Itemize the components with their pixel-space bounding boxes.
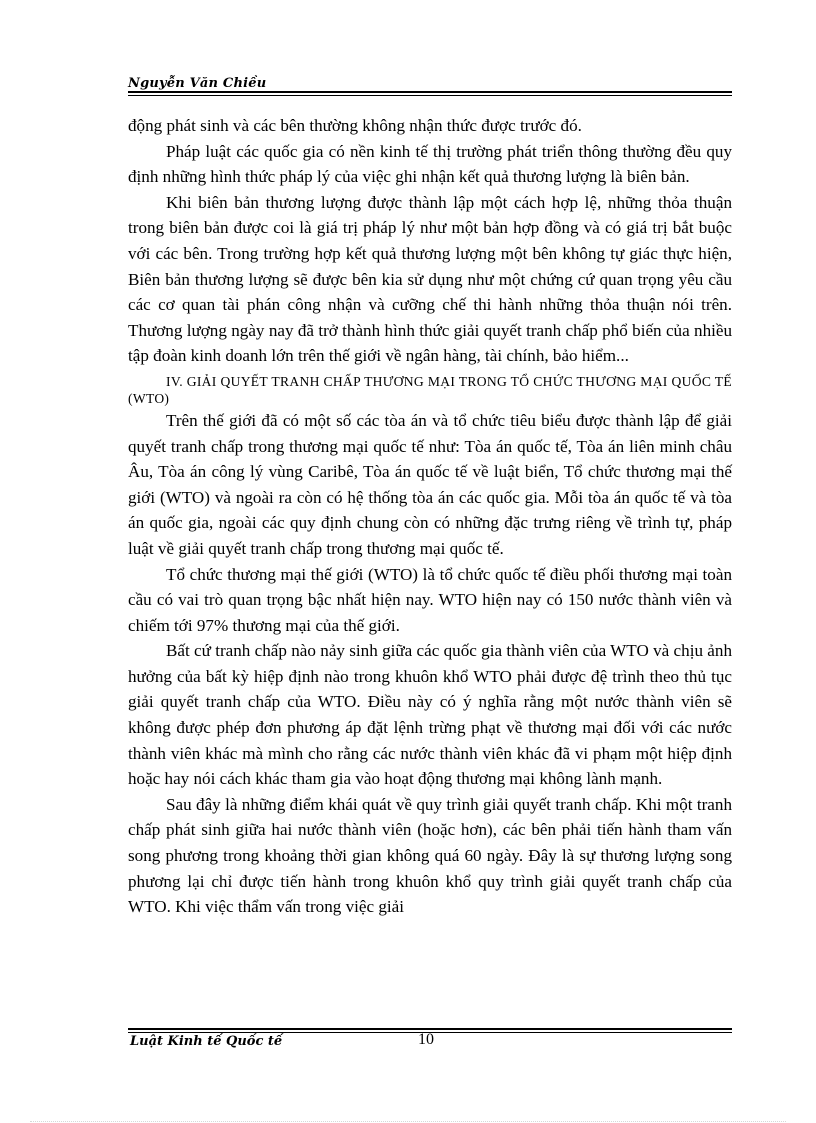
footer-course-title: Luật Kinh tế Quốc tế (130, 1034, 283, 1049)
section-heading: IV. GIẢI QUYẾT TRANH CHẤP THƯƠNG MẠI TRONG TỔ CHỨC THƯƠNG MẠI QUỐC TẾ (WTO) (128, 373, 732, 406)
header-rule-thick (128, 91, 732, 93)
paragraph: Bất cứ tranh chấp nào nảy sinh giữa các quốc gia thành viên của WTO và chịu ảnh hưởng của bất kỳ hiệp định nào trong khuôn khổ WTO phải được đệ trình theo thủ tục giải quyết tranh chấp của WTO. Điều này có ý nghĩa rằng một nước thành viên sẽ không được phép đơn phương áp đặt lệnh trừng phạt về thương mại đối với các nước thành viên khác mà mình cho rằng các nước thành viên khác đã vi phạm một hiệp định hoặc hay nói cách khác tham gia vào hoạt động thương mại không lành mạnh. (128, 641, 732, 789)
header-author: Nguyễn Văn Chiều (128, 76, 267, 91)
document-body (128, 113, 732, 920)
header-rule-thin (128, 95, 732, 96)
paragraph: Sau đây là những điểm khái quát về quy trình giải quyết tranh chấp. Khi một tranh chấp phát sinh giữa hai nước thành viên (hoặc hơn), các bên phải tiến hành tham vấn song phương trong khoảng thời gian không quá 60 ngày. Đây là sự thương lượng song phương lại chỉ được tiến hành trong khuôn khổ quy trình giải quyết tranh chấp của WTO. Khi việc thẩm vấn trong việc giải (128, 794, 732, 917)
paragraph-continued: động phát sinh và các bên thường không nhận thức được trước đó. (128, 116, 582, 135)
paragraph: Pháp luật các quốc gia có nền kinh tế thị trường phát triển thông thường đều quy định những hình thức pháp lý của việc ghi nhận kết quả thương lượng là biên bản. (128, 141, 732, 187)
footer-rule-thick (128, 1028, 732, 1030)
paragraph: Khi biên bản thương lượng được thành lập một cách hợp lệ, những thỏa thuận trong biên bản được coi là giá trị pháp lý như một bản hợp đồng và có giá trị bắt buộc với các bên. Trong trường hợp kết quả thương lượng một bên không tự giác thực hiện, Biên bản thương lượng sẽ được bên kia sử dụng như một chứng cứ quan trọng yêu cầu các cơ quan tài phán công nhận và cưỡng chế thi hành những thỏa thuận nói trên. Thương lượng ngày nay đã trở thành hình thức giải quyết tranh chấp phổ biến của nhiều tập đoàn kinh doanh lớn trên thế giới về ngân hàng, tài chính, bảo hiểm... (128, 192, 732, 366)
page-edge-divider (30, 1121, 786, 1122)
page-number: 10 (418, 1031, 434, 1048)
paragraph: Tổ chức thương mại thế giới (WTO) là tổ chức quốc tế điều phối thương mại toàn cầu có vai trò quan trọng bậc nhất hiện nay. WTO hiện nay có 150 nước thành viên và chiếm tới 97% thương mại của thế giới. (128, 564, 732, 635)
paragraph: Trên thế giới đã có một số các tòa án và tổ chức tiêu biểu được thành lập để giải quyết tranh chấp trong thương mại quốc tế như: Tòa án quốc tế, Tòa án liên minh châu Âu, Tòa án công lý vùng Caribê, Tòa án quốc tế về luật biển, Tổ chức thương mại thế giới (WTO) và ngoài ra còn có hệ thống tòa án các quốc gia. Mỗi tòa án quốc tế và tòa án quốc gia, ngoài các quy định chung còn có những đặc trưng riêng về trình tự, pháp luật về giải quyết tranh chấp trong thương mại quốc tế. (128, 410, 732, 558)
